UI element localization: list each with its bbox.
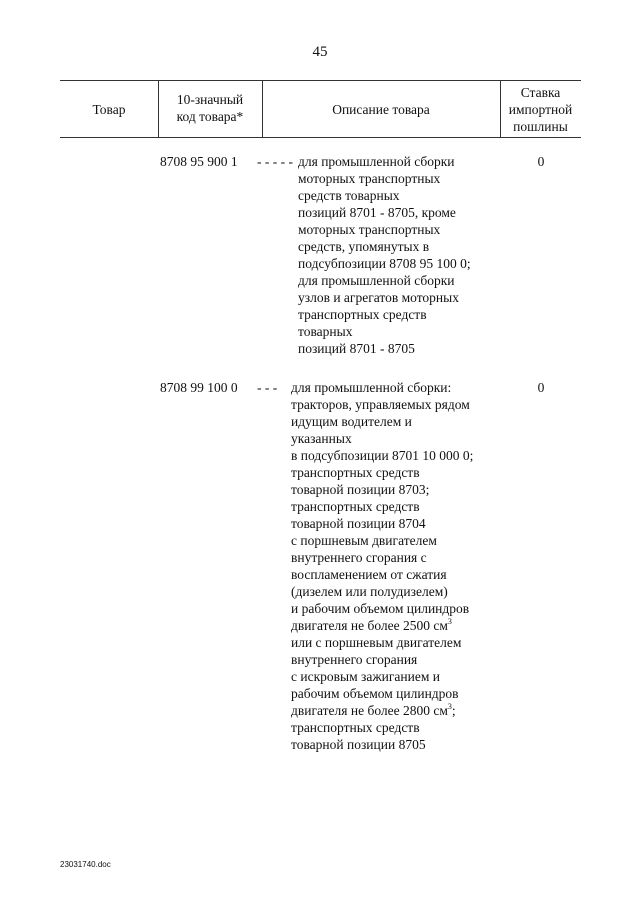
description-text: узлов и агрегатов моторных	[298, 290, 459, 305]
description-text: транспортных средств	[298, 307, 427, 322]
header-description: Описание товара	[332, 102, 430, 117]
description-text: в подсубпозиции 8701 10 000 0;	[291, 448, 474, 463]
description-text: транспортных средств	[291, 499, 420, 514]
description-text: для промышленной сборки	[298, 273, 455, 288]
description-text: (дизелем или полудизелем)	[291, 584, 448, 599]
description-line	[298, 272, 471, 289]
description-text: тракторов, управляемых рядом	[291, 397, 470, 412]
description-text: двигателя не более 2800 см	[291, 703, 448, 718]
header-code-line: 10-значный	[176, 92, 244, 107]
superscript-unit: 3	[447, 702, 452, 711]
header-duty-line: импортной	[508, 102, 573, 117]
description-line	[298, 323, 471, 340]
header-duty	[500, 84, 581, 135]
description-line	[298, 255, 471, 272]
description-text: и рабочим объемом цилиндров	[291, 601, 470, 616]
description-line	[291, 430, 473, 447]
row-code: 8708 99 100 0	[160, 380, 238, 395]
description-text: моторных транспортных	[298, 171, 441, 186]
description-line	[291, 515, 473, 532]
description-line	[298, 204, 471, 221]
description-text: внутреннего сгорания	[291, 652, 418, 667]
description-line	[298, 340, 471, 357]
description-text: для промышленной сборки:	[291, 380, 452, 395]
description-line	[298, 221, 471, 238]
description-text: подсубпозиции 8708 95 100 0;	[298, 256, 471, 271]
description-line	[291, 447, 473, 464]
table-top-rule	[60, 80, 581, 81]
header-goods: Товар	[92, 102, 126, 117]
description-line	[291, 583, 473, 600]
description-line	[291, 600, 473, 617]
description-line	[298, 306, 471, 323]
superscript-unit: 3	[447, 617, 452, 626]
description-line	[298, 289, 471, 306]
description-line	[291, 549, 473, 566]
row-duty-rate: 0	[537, 154, 545, 169]
page-number: 45	[312, 44, 328, 60]
description-text: позиций 8701 - 8705	[298, 341, 415, 356]
description-text: товарной позиции 8704	[291, 516, 426, 531]
description-text: с поршневым двигателем	[291, 533, 437, 548]
row-description	[298, 153, 471, 357]
header-duty-line: пошлины	[513, 119, 568, 134]
description-text: позиций 8701 - 8705, кроме	[298, 205, 456, 220]
description-text: товарной позиции 8703;	[291, 482, 430, 497]
file-name-footer: 23031740.doc	[60, 860, 111, 869]
description-line	[291, 379, 473, 396]
description-text: двигателя не более 2500 см	[291, 618, 448, 633]
description-line	[291, 481, 473, 498]
row-duty-rate: 0	[537, 380, 545, 395]
description-line	[291, 413, 473, 430]
header-code	[158, 91, 262, 125]
description-line	[298, 170, 471, 187]
description-text: средств, упомянутых в	[298, 239, 430, 254]
description-text: рабочим объемом цилиндров	[291, 686, 459, 701]
description-text: воспламенением от сжатия	[291, 567, 447, 582]
row-description	[291, 379, 473, 753]
description-text: с искровым зажиганием и	[291, 669, 440, 684]
description-text: указанных	[291, 431, 352, 446]
description-line	[291, 685, 473, 702]
row-code: 8708 95 900 1	[160, 154, 238, 169]
description-text: товарной позиции 8705	[291, 737, 426, 752]
description-text: идущим водителем и	[291, 414, 412, 429]
description-line	[291, 702, 473, 719]
description-line	[298, 153, 471, 170]
row-dashes: - - - - -	[257, 154, 293, 169]
header-code-line: код товара*	[176, 109, 244, 124]
description-text: или с поршневым двигателем	[291, 635, 462, 650]
description-text: транспортных средств	[291, 720, 420, 735]
description-line	[291, 498, 473, 515]
header-bottom-rule	[60, 137, 581, 138]
description-line	[291, 464, 473, 481]
description-line	[298, 187, 471, 204]
description-line	[291, 634, 473, 651]
description-line	[291, 396, 473, 413]
line-suffix: ;	[451, 703, 456, 718]
description-text: моторных транспортных	[298, 222, 441, 237]
description-line	[291, 651, 473, 668]
description-line	[291, 668, 473, 685]
description-line	[291, 566, 473, 583]
description-line	[291, 719, 473, 736]
description-line	[291, 736, 473, 753]
description-text: транспортных средств	[291, 465, 420, 480]
row-dashes: - - -	[257, 380, 278, 395]
description-text: товарных	[298, 324, 353, 339]
description-line	[291, 532, 473, 549]
description-text: средств товарных	[298, 188, 400, 203]
description-text: для промышленной сборки	[298, 154, 455, 169]
description-text: внутреннего сгорания с	[291, 550, 427, 565]
description-line	[298, 238, 471, 255]
header-duty-line: Ставка	[520, 85, 561, 100]
description-line	[291, 617, 473, 634]
